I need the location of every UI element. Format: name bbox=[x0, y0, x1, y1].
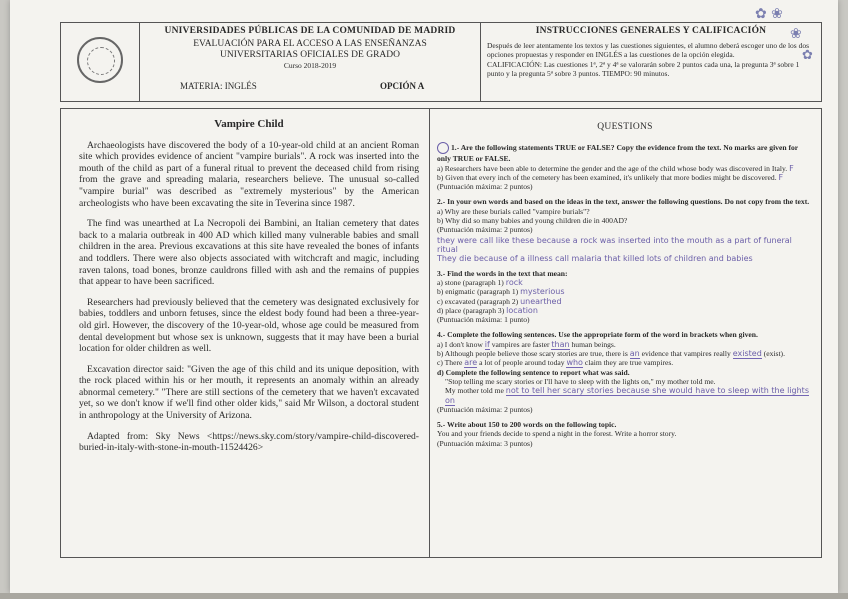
q4-c-answer-1: are bbox=[464, 358, 478, 368]
q4-a: a) I don't know if vampires are faster than human beings. bbox=[437, 339, 616, 349]
q1-b: b) Given that every inch of the cemetery has been examined, it's unlikely that more bodies might be discovered. bbox=[437, 172, 777, 182]
exam-line-2: UNIVERSITARIAS OFICIALES DE GRADO bbox=[219, 50, 400, 60]
q4-d-quote: "Stop telling me scary stories or I'll have to sleep with the lights on," my mother told me. bbox=[445, 376, 716, 386]
university-logo bbox=[61, 23, 140, 101]
q3-c: c) excavated (paragraph 2) bbox=[437, 296, 519, 306]
flower-doodle-icon: ❀ bbox=[790, 26, 802, 42]
question-2 bbox=[437, 197, 813, 262]
circle-mark bbox=[437, 142, 449, 154]
q2-heading: 2.- In your own words and based on the ideas in the text, answer the following questions. Do not copy from the text. bbox=[437, 197, 810, 207]
q1-a-answer: F bbox=[789, 163, 794, 173]
q4-a-answer-1: if bbox=[484, 339, 490, 349]
q4-b-answer-1: an bbox=[629, 349, 640, 359]
q2-b: b) Why did so many babies and young children die in 400AD? bbox=[437, 216, 628, 226]
q3-score: (Puntuación máxima: 1 punto) bbox=[437, 315, 530, 325]
q4-score: (Puntuación máxima: 2 puntos) bbox=[437, 404, 533, 414]
q5-score: (Puntuación máxima: 3 puntos) bbox=[437, 438, 533, 448]
article-title: Vampire Child bbox=[214, 118, 284, 130]
exam-sheet bbox=[10, 0, 838, 593]
questions bbox=[437, 119, 813, 454]
exam-body bbox=[60, 108, 822, 558]
q1-a: a) Researchers have been able to determine the gender and the age of the child whose body was discovered in Italy. bbox=[437, 163, 788, 173]
article bbox=[79, 119, 419, 463]
subject: MATERIA: INGLÉS bbox=[180, 81, 257, 91]
q3-d: d) place (paragraph 3) bbox=[437, 305, 505, 315]
q4-c: c) There are a lot of people around today who claim they are true vampires. bbox=[437, 358, 674, 368]
question-5 bbox=[437, 420, 813, 448]
q5-heading: 5.- Write about 150 to 200 words on the following topic. bbox=[437, 420, 617, 430]
q4-heading: 4.- Complete the following sentences. Use the appropriate form of the word in brackets when given. bbox=[437, 330, 758, 340]
q2-a: a) Why are these burials called "vampire burials"? bbox=[437, 206, 590, 216]
q4-d: My mother told me not to tell her scary stories because she would have to sleep with the lights on bbox=[445, 386, 809, 405]
q4-d-heading: d) Complete the following sentence to report what was said. bbox=[437, 367, 630, 377]
q1-heading: 1.- Are the following statements TRUE or FALSE? Copy the evidence from the text. No marks are given for only TRUE or FALSE. bbox=[437, 143, 799, 164]
question-4 bbox=[437, 330, 813, 414]
article-source: Adapted from: Sky News <https://news.sky.com/story/vampire-child-discovered-buried-in-italy-with-stone-in-mouth-11524426> bbox=[79, 430, 419, 454]
course-year: Curso 2018-2019 bbox=[283, 61, 337, 70]
q4-d-answer: not to tell her scary stories because she would have to sleep with the lights on bbox=[445, 386, 809, 405]
article-paragraph-3: Researchers had previously believed that the cemetery was designated exclusively for babies, toddlers and unborn fetuses, since the eldest body found had been a three-year-old girl. However, the discovery of the 10-year-old, whose age could be measured from dental development but whose sex is unknown, suggests that it may have been a burial location for older children as well. bbox=[79, 296, 419, 355]
column-divider bbox=[429, 109, 430, 557]
q2-score: (Puntuación máxima: 2 puntos) bbox=[437, 225, 533, 235]
university-name: UNIVERSIDADES PÚBLICAS DE LA COMUNIDAD DE MADRID bbox=[164, 26, 456, 36]
q3-d-answer: location bbox=[506, 305, 538, 315]
exam-header bbox=[60, 22, 822, 102]
q4-b: b) Although people believe those scary stories are true, there is an evidence that vampires really existed (exist). bbox=[437, 349, 785, 359]
q2-b-answer: They die because of a illness call malaria that killed lots of children and babies bbox=[437, 253, 753, 263]
q3-heading: 3.- Find the words in the text that mean: bbox=[437, 268, 568, 278]
q4-b-answer-2: existed bbox=[732, 349, 762, 359]
desk-background bbox=[0, 593, 848, 599]
q4-c-answer-2: who bbox=[566, 358, 583, 368]
q4-a-answer-2: than bbox=[551, 339, 570, 349]
question-1 bbox=[437, 142, 813, 191]
q3-a-answer: rock bbox=[505, 277, 523, 287]
q3-b-answer: mysterious bbox=[520, 287, 565, 297]
article-paragraph-2: The find was unearthed at La Necropoli dei Bambini, an Italian cemetery that dates back to a malaria outbreak in 400 AD which killed many vulnerable babies and small children in the area. Previous excavations at this site have revealed the bones of infants and toddlers. There were also objects associated with witchcraft and magic, including raven talons, toad bones, bronze cauldrons filled with ash and the remains of puppies that appear to have been sacrificed. bbox=[79, 218, 419, 288]
flower-doodle-icon: ✿ ❀ bbox=[755, 6, 783, 22]
q3-b: b) enigmatic (paragraph 1) bbox=[437, 287, 519, 297]
question-3 bbox=[437, 269, 813, 325]
article-paragraph-1: Archaeologists have discovered the body of a 10-year-old child at an ancient Roman site which provides evidence of ancient "vampire burials". A rock was inserted into the mouth of the child as part of a funeral ritual to prevent the deceased child from rising from the grave and spreading malaria, researchers believe. The unusual so-called "vampire burial" was described as "extremely mysterious" by the American archeologists who have been excavating the site in Teverina since 1987. bbox=[79, 139, 419, 209]
header-center bbox=[140, 23, 481, 101]
article-paragraph-4: Excavation director said: "Given the age of this child and its unique deposition, with the rock placed within his or her mouth, it represents an anomaly within an already abnormal cemetery." "There are still sections of the cemetery that we haven't excavated yet, so we don't know if we'll find other older kids," said Mr Wilson, a doctoral student in anthropology at the University of Arizona. bbox=[79, 363, 419, 422]
seal-icon bbox=[77, 37, 123, 83]
q1-b-answer: F bbox=[778, 172, 784, 182]
q1-score: (Puntuación máxima: 2 puntos) bbox=[437, 182, 533, 192]
q3-a: a) stone (paragraph 1) bbox=[437, 277, 504, 287]
questions-title: QUESTIONS bbox=[597, 122, 653, 132]
instructions-title: INSTRUCCIONES GENERALES Y CALIFICACIÓN bbox=[535, 26, 767, 36]
exam-line-1: EVALUACIÓN PARA EL ACCESO A LAS ENSEÑANZAS bbox=[193, 39, 427, 49]
option-label: OPCIÓN A bbox=[380, 81, 425, 91]
q3-c-answer: unearthed bbox=[520, 296, 562, 306]
flower-doodle-icon: ✿ bbox=[802, 48, 813, 63]
q5-text: You and your friends decide to spend a night in the forest. Write a horror story. bbox=[437, 429, 677, 439]
header-instructions bbox=[481, 23, 821, 101]
instructions-grading: CALIFICACIÓN: Las cuestiones 1ª, 2ª y 4ª se valorarán sobre 2 puntos cada una, la pregunta 3ª sobre 1 punto y la pregunta 5ª sobre 3 puntos. TIEMPO: 90 minutos. bbox=[487, 60, 800, 78]
instructions-text: Después de leer atentamente los textos y las cuestiones siguientes, el alumno deberá escoger uno de los dos opciones propuestas y responder en INGLÉS a las cuestiones de la opción elegida. bbox=[487, 41, 809, 59]
q2-a-answer: they were call like these because a rock was inserted into the mouth as a part of funeral ritual bbox=[437, 235, 792, 254]
